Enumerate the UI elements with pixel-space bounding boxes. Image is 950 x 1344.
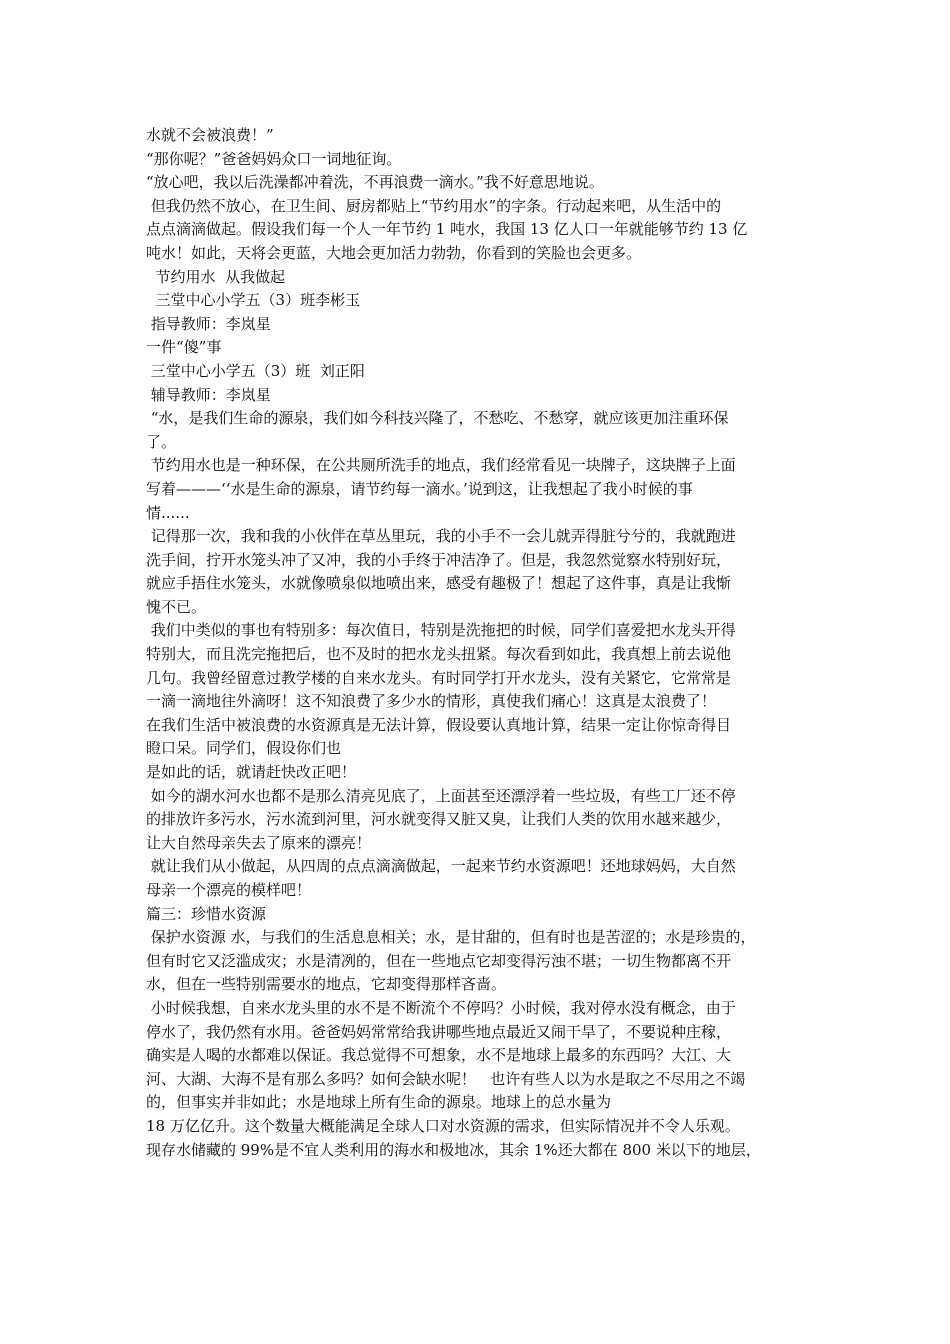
text-line: 让大自然母亲失去了原来的漂亮！ <box>146 833 372 852</box>
text-line: 愧不已。 <box>146 597 207 616</box>
text-line: “那你呢？”爸爸妈妈众口一词地征询。 <box>146 149 402 168</box>
text-line: 几句。我曾经留意过教学楼的自来水龙头。有时同学打开水龙头，没有关紧它，它常常是 <box>146 668 732 687</box>
text-line: 停水了，我仍然有水用。爸爸妈妈常常给我讲哪些地点最近又闹干旱了，不要说种庄稼， <box>146 1022 732 1041</box>
text-line: 在我们生活中被浪费的水资源真是无法计算，假设要认真地计算，结果一定让你惊奇得目 <box>146 715 732 734</box>
text-line: 是如此的话，就请赶快改正吧！ <box>146 763 357 782</box>
text-line: 水，但在一些特别需要水的地点，它却变得那样吝啬。 <box>146 975 507 994</box>
text-line: 瞪口呆。同学们，假设你们也 <box>146 739 342 758</box>
teacher-line: 指导教师：李岚星 <box>146 314 271 333</box>
text-line: 如今的湖水河水也都不是那么清亮见底了，上面甚至还漂浮着一些垃圾，有些工厂还不停 <box>146 786 736 805</box>
text-line: 的，但事实并非如此；水是地球上所有生命的源泉。地球上的总水量为 <box>146 1093 612 1112</box>
section-title: 一件“傻”事 <box>146 338 222 357</box>
text-line: 节约用水也是一种环保，在公共厕所洗手的地点，我们经常看见一块牌子，这块牌子上面 <box>146 456 736 475</box>
text-line: 记得那一次，我和我的小伙伴在草丛里玩，我的小手不一会儿就弄得脏兮兮的，我就跑进 <box>146 527 736 546</box>
text-line: 我们中类似的事也有特别多：每次值日，特别是洗拖把的时候，同学们喜爱把水龙头开得 <box>146 621 736 640</box>
text-line: 吨水！如此，天将会更蓝，大地会更加活力勃勃，你看到的笑脸也会更多。 <box>146 243 642 262</box>
section-title: 节约用水 从我做起 <box>146 267 286 286</box>
text-line: 了。 <box>146 432 177 451</box>
text-line: “放心吧，我以后洗澡都冲着洗，不再浪费一滴水。”我不好意思地说。 <box>146 173 604 192</box>
section-heading: 篇三：珍惜水资源 <box>146 904 267 923</box>
text-line: 18 万亿亿升。这个数量大概能满足全球人口对水资源的需求，但实际情况并不令人乐观。 <box>146 1116 740 1135</box>
text-line: 但有时它又泛滥成灾；水是清冽的，但在一些地点它却变得污浊不堪；一切生物都离不开 <box>146 951 732 970</box>
author-line: 三堂中心小学五（3）班李彬玉 <box>146 291 361 310</box>
text-line: “水，是我们生命的源泉，我们如今科技兴隆了，不愁吃、不愁穿，就应该更加注重环保 <box>146 409 729 428</box>
text-line: 水就不会被浪费！” <box>146 126 274 144</box>
text-line: 确实是人喝的水都难以保证。我总觉得不可想象，水不是地球上最多的东西吗？大江、大 <box>146 1046 732 1065</box>
text-line: 的排放许多污水，污水流到河里，河水就变得又脏又臭，让我们人类的饮用水越来越少， <box>146 810 732 829</box>
text-line: 情...... <box>146 503 190 522</box>
text-line: 现存水储藏的 99%是不宜人类利用的海水和极地冰，其余 1%还大都在 800 米以下的地层， <box>146 1140 761 1159</box>
teacher-line: 辅导教师：李岚星 <box>146 385 271 404</box>
text-line: 洗手间，拧开水笼头冲了又冲，我的小手终于冲洁净了。但是，我忽然觉察水特别好玩， <box>146 550 732 569</box>
text-line: 特别大，而且洗完拖把后，也不及时的把水龙头扭紧。每次看到如此，我真想上前去说他 <box>146 645 732 664</box>
text-line: 写着———‘‘水是生命的源泉，请节约每一滴水。’说到这，让我想起了我小时候的事 <box>146 479 693 498</box>
author-line: 三堂中心小学五（3）班 刘正阳 <box>146 361 365 380</box>
text-line: 河、大湖、大海不是有那么多吗？如何会缺水呢！ 也许有些人以为水是取之不尽用之不竭 <box>146 1069 746 1088</box>
text-line: 小时候我想，自来水龙头里的水不是不断流个不停吗？小时候，我对停水没有概念，由于 <box>146 998 736 1017</box>
text-line: 一滴一滴地往外滴呀！这不知浪费了多少水的情形，真使我们痛心！这真是太浪费了！ <box>146 692 717 711</box>
text-line: 就应手捂住水笼头，水就像喷泉似地喷出来，感受有趣极了！想起了这件事，真是让我惭 <box>146 574 732 593</box>
text-line: 母亲一个漂亮的模样吧！ <box>146 881 312 899</box>
text-line: 点点滴滴做起。假设我们每一个人一年节约 1 吨水，我国 13 亿人口一年就能够节约 13 亿 <box>146 220 748 239</box>
text-line: 但我仍然不放心，在卫生间、厨房都贴上“节约用水”的字条。行动起来吧，从生活中的 <box>146 196 722 215</box>
text-line: 就让我们从小做起，从四周的点点滴滴做起，一起来节约水资源吧！还地球妈妈，大自然 <box>146 857 736 876</box>
text-line: 保护水资源 水，与我们的生活息息相关；水，是甘甜的，但有时也是苦涩的；水是珍贵的， <box>146 928 756 947</box>
document-body <box>146 124 816 1162</box>
